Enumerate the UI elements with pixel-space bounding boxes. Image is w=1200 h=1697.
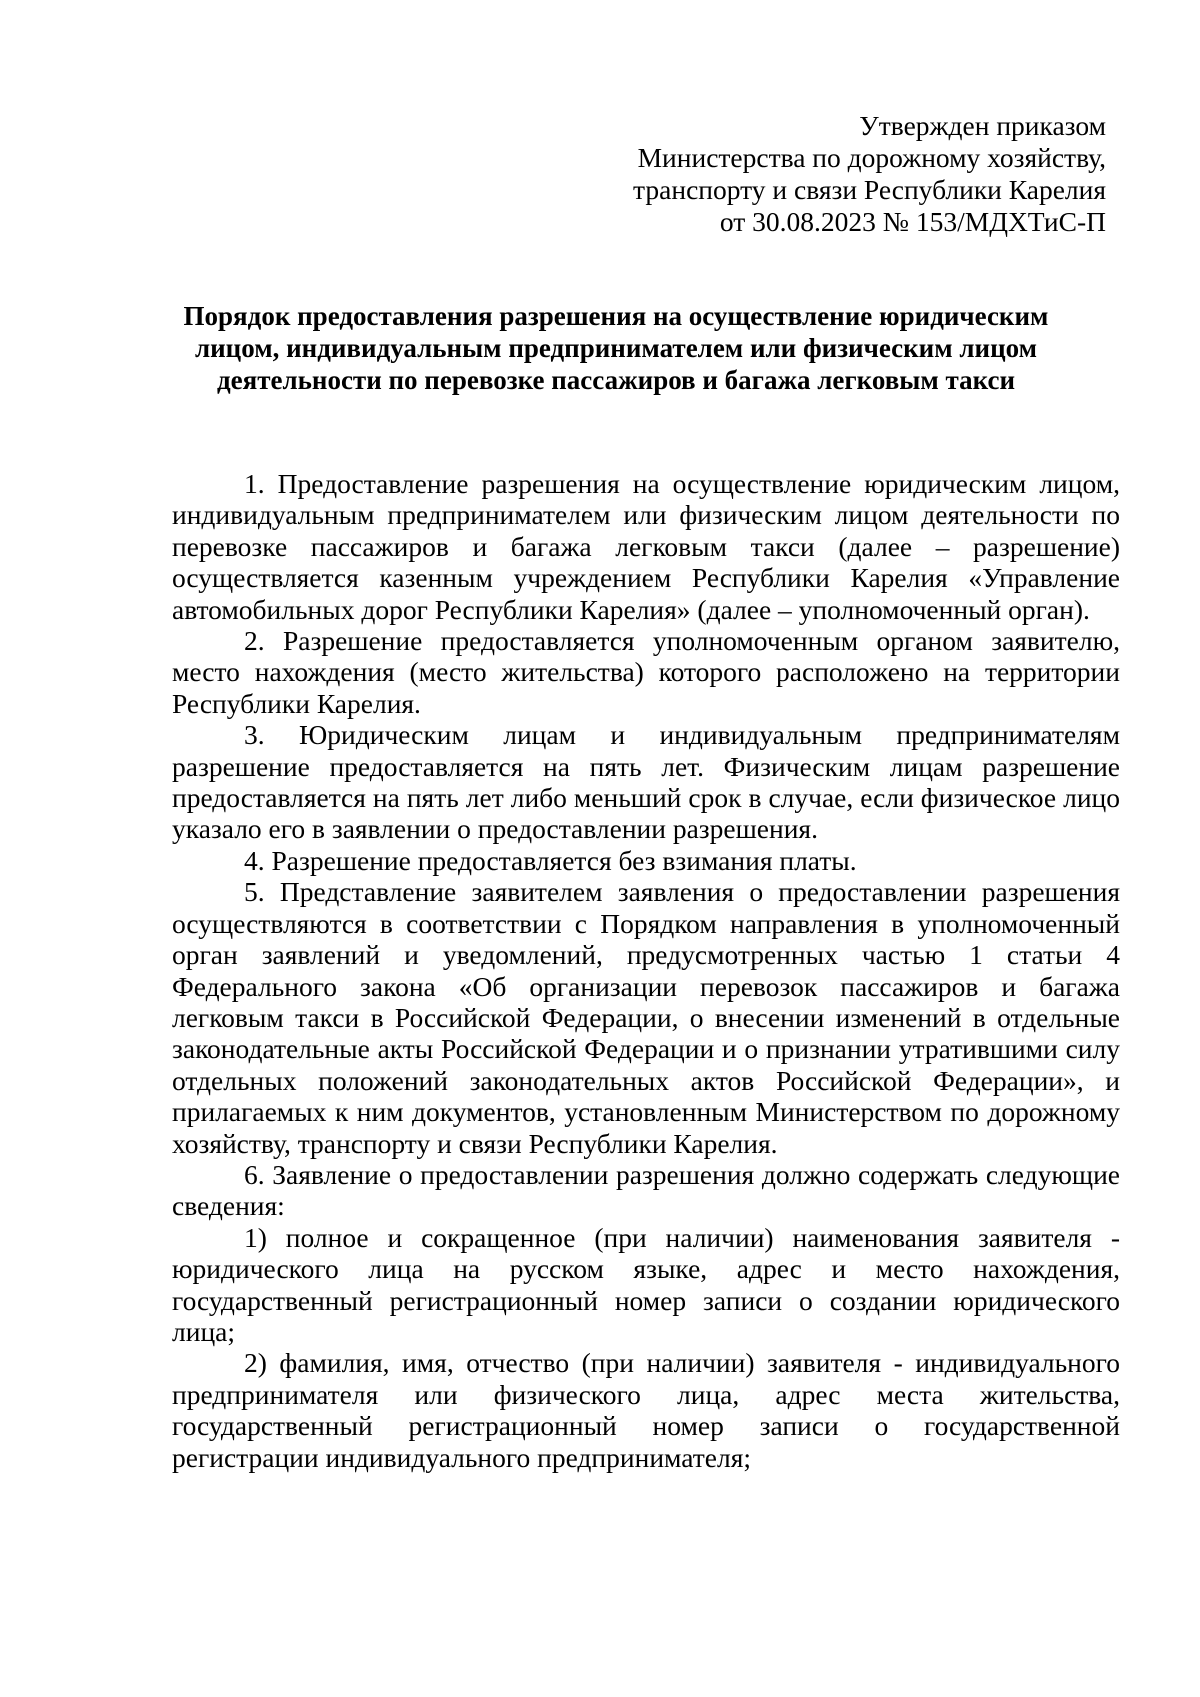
subparagraph-2: 2) фамилия, имя, отчество (при наличии) заявителя - индивидуального предпринимателя или физического лица, адрес места жительства, государственный регистрационный номер записи о государственной регистрации индивидуального предпринимателя; xyxy=(172,1347,1120,1473)
approval-line-3: транспорту и связи Республики Карелия xyxy=(633,174,1106,205)
document-title xyxy=(150,300,1082,396)
paragraph-3: 3. Юридическим лицам и индивидуальным предпринимателям разрешение предоставляется на пять лет. Физическим лицам разрешение предоставляется на пять лет либо меньший срок в случае, если физическое лицо указало его в заявлении о предоставлении разрешения. xyxy=(172,719,1120,845)
paragraph-5: 5. Представление заявителем заявления о предоставлении разрешения осуществляются в соответствии с Порядком направления в уполномоченный орган заявлений и уведомлений, предусмотренных частью 1 статьи 4 Федерального закона «Об организации перевозок пассажиров и багажа легковым такси в Российской Федерации, о внесении изменений в отдельные законодательные акты Российской Федерации и о признании утратившими силу отдельных положений законодательных актов Российской Федерации», и прилагаемых к ним документов, установленным Министерством по дорожному хозяйству, транспорту и связи Республики Карелия. xyxy=(172,876,1120,1159)
approval-line-2: Министерства по дорожному хозяйству, xyxy=(637,142,1106,173)
title-line-2: лицом, индивидуальным предпринимателем или физическим лицом xyxy=(194,333,1038,363)
paragraph-1: 1. Предоставление разрешения на осуществление юридическим лицом, индивидуальным предпринимателем или физическим лицом деятельности по перевозке пассажиров и багажа легковым такси (далее – разрешение) осуществляется казенным учреждением Республики Карелия «Управление автомобильных дорог Республики Карелия» (далее – уполномоченный орган). xyxy=(172,468,1120,625)
approval-line-1: Утвержден приказом xyxy=(859,110,1106,141)
approval-line-4: от 30.08.2023 № 153/МДХТиС-П xyxy=(719,206,1106,237)
title-line-1: Порядок предоставления разрешения на осуществление юридическим xyxy=(183,301,1049,331)
subparagraph-1: 1) полное и сокращенное (при наличии) наименования заявителя - юридического лица на русском языке, адрес и место нахождения, государственный регистрационный номер записи о создании юридического лица; xyxy=(172,1221,1120,1347)
approval-block xyxy=(633,110,1106,238)
paragraph-6: 6. Заявление о предоставлении разрешения должно содержать следующие сведения: xyxy=(172,1158,1120,1222)
title-line-3: деятельности по перевозке пассажиров и багажа легковым такси xyxy=(216,365,1016,395)
paragraph-4: 4. Разрешение предоставляется без взимания платы. xyxy=(244,844,857,876)
document-body xyxy=(172,468,1120,1473)
paragraph-2: 2. Разрешение предоставляется уполномоченным органом заявителю, место нахождения (место жительства) которого расположено на территории Республики Карелия. xyxy=(172,625,1120,719)
